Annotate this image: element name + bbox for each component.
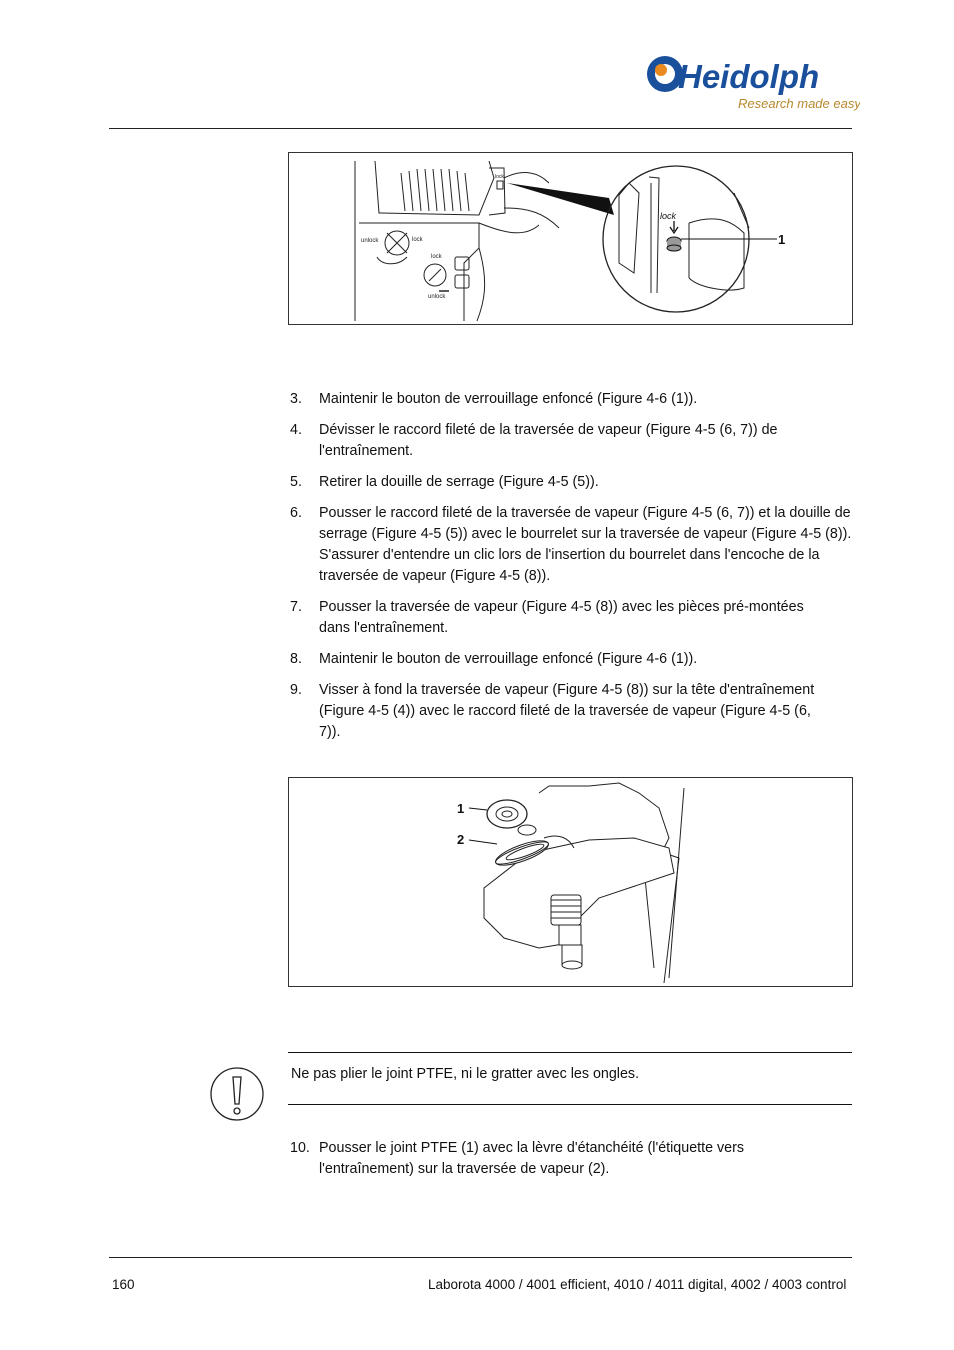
step-text: Dévisser le raccord fileté de la traversée de vapeur (Figure 4-5 (6, 7)) de l'entraînement. [319,422,778,459]
product-name: Laborota 4000 / 4001 efficient, 4010 / 4011 digital, 4002 / 4003 control [428,1277,847,1292]
exclamation-circle-icon [209,1066,267,1124]
step-text: Visser à fond la traversée de vapeur (Figure 4-5 (8)) sur la tête d'entraînement (Figure 4-5 (4)) avec le raccord fileté de la traversée de vapeur (Figure 4-5 (6, 7)). [319,682,815,740]
step-number: 3. [290,391,302,407]
callout-2: 2 [457,832,465,847]
note-bottom-rule [288,1104,852,1105]
figure-lock-button [288,152,853,325]
callout-1: 1 [457,801,465,816]
callout-1: 1 [778,232,786,247]
step-number: 10. [290,1140,310,1156]
brand-tagline: Research made easy [738,96,860,111]
heidolph-logo [640,52,860,114]
lock-label-top: lock [412,237,423,243]
logo-mark-dot [655,64,667,76]
unlock-label-left: unlock [361,238,379,244]
note-text: Ne pas plier le joint PTFE, ni le gratter avec les ongles. [291,1066,640,1082]
step-text: Pousser la traversée de vapeur (Figure 4-5 (8)) avec les pièces pré-montées dans l'entraînement. [319,599,804,636]
page-number: 160 [112,1277,135,1292]
step-number: 4. [290,422,302,438]
step-number: 8. [290,651,302,667]
brand-name: Heidolph [678,58,820,95]
header-rule [109,128,852,129]
step-number: 6. [290,505,302,521]
step-number: 7. [290,599,302,615]
figure-ptfe-seal [288,777,853,987]
zoom-wedge [507,183,614,215]
step-number: 9. [290,682,302,698]
unlock-label-bottom: unlock [428,294,446,300]
step-text: Pousser le joint PTFE (1) avec la lèvre d'étanchéité (l'étiquette vers l'entraînement) sur la traversée de vapeur (2). [319,1140,745,1177]
step-number: 5. [290,474,302,490]
footer-rule [109,1257,852,1258]
step-text: Maintenir le bouton de verrouillage enfoncé (Figure 4-6 (1)). [319,651,698,667]
zoom-lock-label: lock [660,211,677,221]
step-text: Pousser le raccord fileté de la traversée de vapeur (Figure 4-5 (6, 7)) et la douille de serrage (Figure 4-5 (5)) avec le bourrelet sur la traversée de vapeur (Figure 4-5 (8)). S'assurer d'entendre un clic lors de l'insertion du bourrelet dans l'encoche de la traversée de vapeur (Figure 4-5 (8)). [319,505,852,584]
note-top-rule [288,1052,852,1053]
step-text: Maintenir le bouton de verrouillage enfoncé (Figure 4-6 (1)). [319,391,698,407]
lock-label-mid: lock [431,254,442,260]
small-lock-label: lock [495,174,504,180]
step-text: Retirer la douille de serrage (Figure 4-5 (5)). [319,474,599,490]
